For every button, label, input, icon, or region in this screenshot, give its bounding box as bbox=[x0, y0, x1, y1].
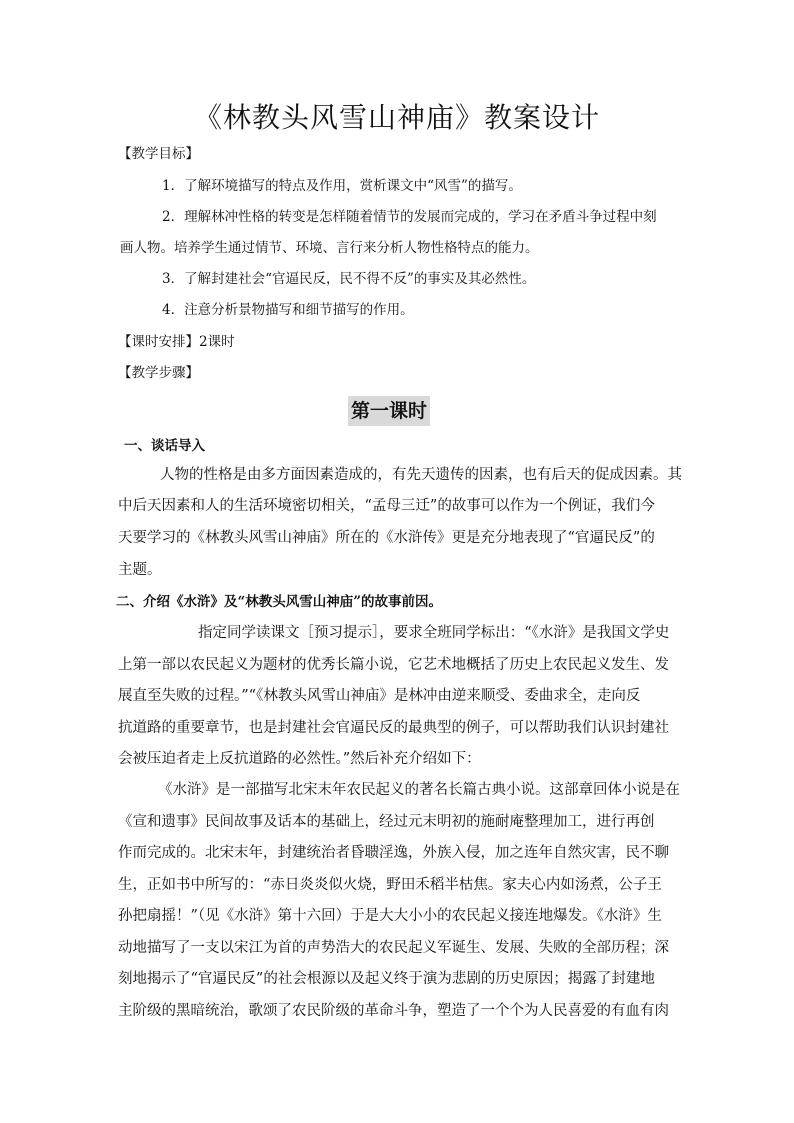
part1-line: 中后天因素和人的生活环境密切相关，“孟母三迁”的故事可以作为一个例证，我们今 bbox=[118, 498, 655, 514]
objective-item-3: 3．了解封建社会“官逼民反，民不得不反”的事实及其必然性。 bbox=[162, 271, 536, 287]
objective-item-2: 2．理解林冲性格的转变是怎样随着情节的发展而完成的，学习在矛盾斗争过程中刻 bbox=[162, 209, 657, 225]
part2-heading: 二、介绍《水浒》及“林教头风雪山神庙”的故事前因。 bbox=[116, 594, 443, 610]
part2-para2-line: 主阶级的黑暗统治，歌颂了农民阶级的革命斗争，塑造了一个个为人民喜爱的有血有肉 bbox=[118, 1003, 669, 1019]
part2-line: 展直至失败的过程。”“《林教头风雪山神庙》是林冲由逆来顺受、委曲求全，走向反 bbox=[118, 688, 641, 704]
part2-para2-line: 作而完成的。北宋末年，封建统治者昏聩淫逸，外族入侵，加之连年自然灾害，民不聊 bbox=[118, 845, 669, 861]
objective-item-4: 4．注意分析景物描写和细节描写的作用。 bbox=[162, 302, 414, 318]
part2-line: 会被压迫者走上反抗道路的必然性。”然后补充介绍如下： bbox=[118, 751, 481, 767]
part2-line: 指定同学读课文［预习提示］，要求全班同学标出：“《水浒》是我国文学史 bbox=[198, 625, 670, 641]
steps-heading: 【教学步骤】 bbox=[118, 365, 199, 381]
part1-line: 主题。 bbox=[118, 562, 162, 578]
part2-para2-line: 《宣和遗事》民间故事及话本的基础上，经过元末明初的施耐庵整理加工，进行再创 bbox=[118, 814, 655, 830]
part1-line: 人物的性格是由多方面因素造成的，有先天遗传的因素，也有后天的促成因素。其 bbox=[160, 467, 682, 483]
lesson-heading: 第一课时 bbox=[348, 396, 430, 426]
schedule-value: 2课时 bbox=[199, 334, 235, 350]
part2-para2-line: 刻地揭示了“官逼民反”的社会根源以及起义终于演为悲剧的历史原因；揭露了封建地 bbox=[118, 971, 655, 987]
objective-item-1: 1．了解环境描写的特点及作用，赏析课文中“风雪”的描写。 bbox=[162, 178, 522, 194]
part2-line: 上第一部以农民起义为题材的优秀长篇小说，它艺术地概括了历史上农民起义发生、发 bbox=[118, 657, 669, 673]
schedule-line bbox=[118, 332, 235, 352]
part2-para2-line: 《水浒》是一部描写北宋末年农民起义的著名长篇古典小说。这部章回体小说是在 bbox=[158, 782, 680, 798]
objectives-heading: 【教学目标】 bbox=[118, 146, 199, 162]
schedule-heading: 【课时安排】 bbox=[118, 334, 199, 350]
part2-para2-line: 生，正如书中所写的：“赤日炎炎似火烧，野田禾稻半枯焦。家夫心内如汤煮，公子王 bbox=[118, 877, 662, 893]
part1-heading: 一、谈话导入 bbox=[124, 438, 205, 454]
document-title: 《林教头风雪山神庙》教案设计 bbox=[193, 101, 600, 134]
part2-line: 抗道路的重要章节，也是封建社会官逼民反的最典型的例子，可以帮助我们认识封建社 bbox=[118, 720, 669, 736]
part2-para2-line: 孙把扇摇！”（见《水浒》第十六回）于是大大小小的农民起义接连地爆发。《水浒》生 bbox=[118, 908, 662, 924]
part2-para2-line: 动地描写了一支以宋江为首的声势浩大的农民起义军诞生、发展、失败的全部历程；深 bbox=[118, 940, 669, 956]
part1-line: 天要学习的《林教头风雪山神庙》所在的《水浒传》更是充分地表现了“官逼民反”的 bbox=[118, 530, 655, 546]
objective-item-2-continued: 画人物。培养学生通过情节、环境、言行来分析人物性格特点的能力。 bbox=[120, 240, 539, 256]
